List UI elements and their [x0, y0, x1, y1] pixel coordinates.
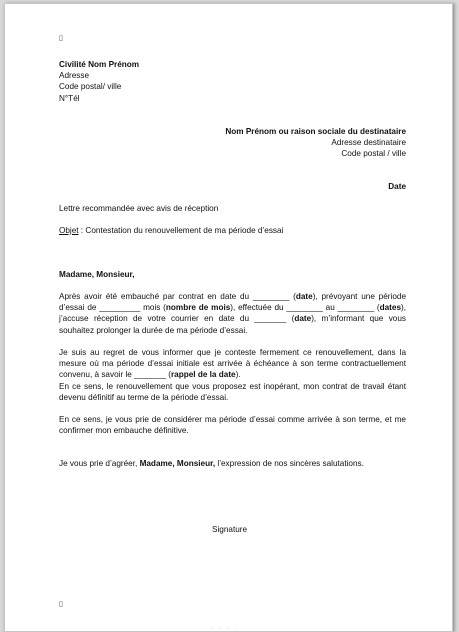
p1-text-4: ), j’accuse réception de votre courrier en date du _______ ( [59, 303, 407, 324]
recipient-block [59, 126, 406, 160]
sending-mode: Lettre recommandée avec avis de réception [59, 204, 219, 213]
footer-fragment: · · · · [211, 626, 238, 632]
sender-city: Code postal/ ville [59, 82, 122, 92]
closing-bold: Madame, Monsieur, [139, 459, 216, 468]
letter-date: Date [388, 182, 406, 191]
p2-bold-1: rappel de la date [170, 370, 236, 380]
signature: Signature [212, 525, 248, 534]
p1-text-1: Après avoir été embauché par contrat en date du ________ ( [59, 292, 296, 301]
object-line [59, 225, 406, 236]
closing-text-1: Je vous prie d’agréer, [59, 459, 140, 468]
bottom-marker-icon: ▯ [59, 600, 63, 608]
p1-bold-2: nombre de mois [165, 303, 231, 313]
p1-bold-4: date [294, 314, 312, 324]
p1-bold-3: dates [379, 303, 401, 313]
paragraph-4: En ce sens, je vous prie de considérer ma période d’essai comme arrivée à son terme, et me confirmer mon embauche définitive. [59, 415, 406, 436]
object-text: : Contestation du renouvellement de ma période d’essai [78, 226, 284, 235]
recipient-city: Code postal / ville [341, 149, 406, 159]
p2-text-1: Je suis au regret de vous informer que je conteste fermement ce renouvellement, dans la mesure où ma période d’essai initiale est arrivée à échéance à son terme contractuellement convenu, à savoir le _______ ( [59, 348, 406, 380]
paragraph-1 [59, 291, 406, 336]
sender-phone: N°Tél [59, 93, 80, 103]
p1-bold-1: date [295, 292, 313, 301]
closing-text-2: l’expression de nos sincères salutations. [215, 459, 364, 468]
paragraph-2 [59, 347, 406, 381]
salutation: Madame, Monsieur, [59, 270, 135, 279]
top-marker-icon: ▯ [59, 34, 63, 42]
paragraph-3: En ce sens, le renouvellement que vous proposez est inopérant, mon contrat de travail étant devenu définitif au terme de la période d’essai. [59, 382, 406, 403]
recipient-name: Nom Prénom ou raison sociale du destinataire [225, 127, 406, 136]
sender-address: Adresse [59, 71, 90, 81]
p2-text-2: ). [235, 370, 241, 380]
p1-text-5: ), m’informant que vous souhaitez prolonger la durée de ma période d’essai. [59, 314, 406, 335]
p1-text-2: ), prévoyant une période d’essai de _________ mois ( [59, 292, 406, 313]
closing-formula [59, 458, 406, 469]
p1-text-3: ), effectuée du ________ au ________ ( [230, 303, 380, 313]
sender-name: Civilité Nom Prénom [59, 60, 140, 69]
sender-block [59, 59, 406, 104]
letter-page [4, 3, 453, 632]
object-label: Objet [59, 226, 79, 235]
recipient-address: Adresse destinataire [331, 138, 406, 148]
